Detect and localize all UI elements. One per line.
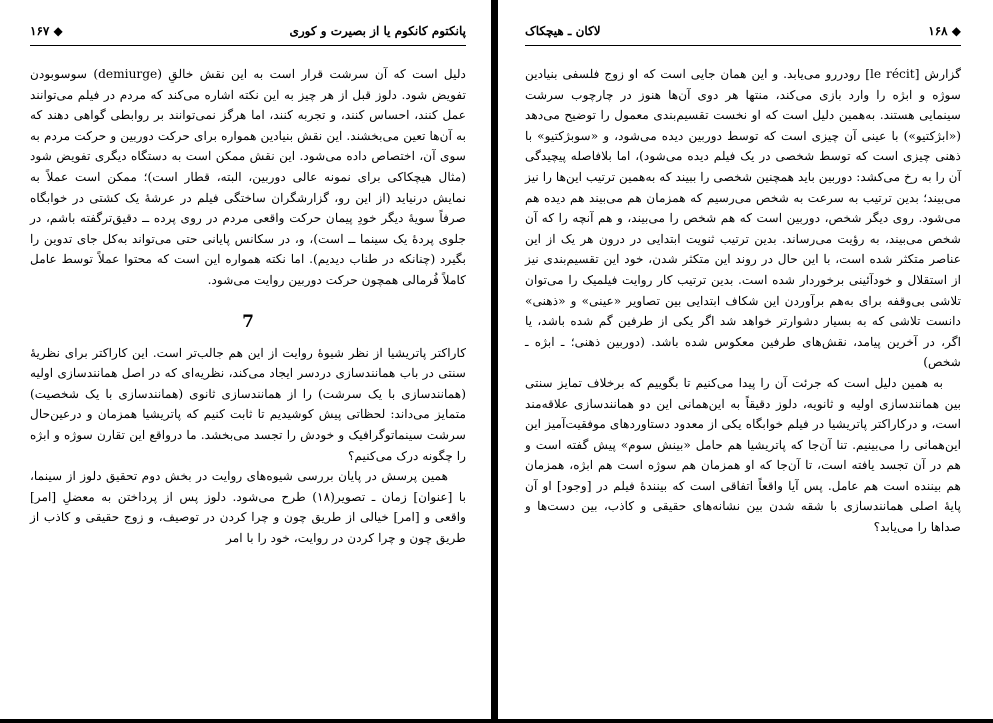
page-number: ١۶٨ ◆ [928, 24, 961, 38]
right-page-header [525, 24, 961, 44]
left-page-header [30, 24, 466, 44]
paragraph: دلیل است که آن سرشت قرار است به این نقش خالقِ (demiurge) سوسوبودن تفویض شود. دلوز قبل از هر چیز به این نکته اشاره می‌کند که مردم در فیلم می‌توانند عمل کنند، احساس کنند، و تجربه کنند، اما هرگز نمی‌توانند بر روابطی گواهی دهند که به آن‌ها تعین می‌بخشند. این نقش بنیادین همواره برای حرکت دوربین و حرکت مردم به سوی آن، اختصاص داده می‌شود. این نقش ممکن است به دستگاه دیگری تفویض شود (مثال هیچکاکی برای نمونه عالی دوربین، البته، قطار است)؛ ممکن است عملاً به نمایش درنیاید (از این رو، گزارشگران ساختگی فیلم در عرشهٔ یک کشتی در خوابگاه صرفاً سویهٔ دیگر خودِ پیمان حرکت واقعی مردم در روی پرده ــ دقیق‌ترگفته باشم، در جلوی پردهٔ یک سینما ــ است)، و، در سکانس پایانی حتی می‌تواند به‌کل جای تدوین را بگیرد (چنانکه در طناب دیدیم). اما نکته همواره این است که محتوا عملاً توسط عامل کاملاً فُرمالی همچون حرکت دوربین روایت می‌شود. [30, 67, 466, 287]
paragraph: به همین دلیل است که جرئت آن را پیدا می‌کنیم تا بگوییم که برخلاف تمایز سنتی بین همانندسازی اولیه و ثانویه، دلوز دقیقاً به این‌همانی این دو همانندسازی علاقه‌مند است، و درکاراکتر پاتریشیا در فیلم خوابگاه یکی از معدود دستاوردهای موفقیت‌آمیز این این‌همانی را می‌بینیم. تنا آن‌جا که پاتریشیا هم حامل «بینش سوم» پیش گفته است و هم در آن تجسد یافته است، تا آن‌جا که او همزمان هم سوژه است هم ابژه، همزمان هم بیننده است هم عامل. پس آیا واقعاً اتفاقی است که بینندهٔ فیلم در [وجود] او آن پایهٔ اصلی همانندسازی با شقه شدن بین نشانه‌های حقیقی و کاذب، بین دست‌ها و صداها را می‌یابد؟ [525, 375, 961, 535]
bottom-edge [0, 719, 993, 723]
left-page-body [30, 64, 466, 548]
running-head: لاکان ـ هیچکاک [525, 24, 601, 38]
left-page [30, 0, 466, 710]
paragraph: کاراکتر پاتریشیا از نظر شیوهٔ روایت از این هم جالب‌تر است. این کاراکتر برای نظریهٔ سنتی در باب همانندسازی دردسر ایجاد می‌کند، نظریه‌ای که در اصل همانندسازی اولیه (همانندسازی با یک سرشت) را از همانندسازی ثانوی (همانندسازی با یک شخصیت) متمایز می‌داند: لحظاتی پیش کوشیدیم تا ثابت کنیم که پاتریشیا همزمان و درعین‌حال سرشت سینماتوگرافیک و خودش را تجسد می‌بخشد. ما درواقع این تقارن سوژه و ابژه را چگونه درک می‌کنیم؟ [30, 345, 466, 463]
header-rule [525, 45, 961, 46]
page-number: ١۶٧ ◆ [30, 24, 63, 38]
page-gutter-divider [491, 0, 498, 723]
section-number: 7 [242, 311, 254, 332]
paragraph: همین پرسش در پایان بررسی شیوه‌های روایت در بخش دوم تحقیق دلوز از سینما، با [عنوان] زمان ـ تصویر(۱۸) طرح می‌شود. دلوز پس از پرداختن به معضلِ [امر] واقعی و [امر] خیالی از طریق چون و چرا کردن در توصیف، و زوج حقیقی و کاذب از طریق چون و چرا کردن در روایت، خود را با امر [30, 469, 466, 545]
right-page-body [525, 64, 961, 538]
running-head: پانکتوم کانکوم یا از بصیرت و کوری [289, 24, 466, 38]
paragraph: گزارش [le récit] رودررو می‌یابد. و این همان جایی است که او زوج فلسفی بنیادین سوژه و ابژه را وارد بازی می‌کند، منتها هر دوی آن‌ها هنوز در چارچوب سرشت سینمایی هستند. به‌همین دلیل است که او نخست تقسیم‌بندی معمول را توضیح می‌دهد («ابژکتیو») با عینی آن چیزی است که توسط دوربین دیده می‌شود، و «سوبژکتیو» با ذهنی چیزی است که توسط شخصی در یک فیلم دیده می‌شود)، اما بلافاصله پیچیدگی آن را به رخ می‌کشد: دوربین باید همچنین شخصی را ببیند که به‌همین ترتیب این‌ها را نیز می‌بیند؛ بدین ترتیب به سرعت به شخص می‌رسیم که همزمان هم می‌بیند هم دیده هم می‌شود. روی دیگر شخص، دوربین است که هم شخص را می‌بیند، و هم آنچه را که آن شخص می‌بیند، به رؤیت می‌رساند. بدین ترتیب ثنویت ابتدایی در درون هر یک از این عناصر متکثر شده است، با این حال در روند این متکثر شدن، خود این تقسیم‌بندی نیز از استقلال و خودآئینی برخوردار شده است. بدین ترتیب کار روایت فیلمیک را می‌توان تلاشی بی‌وقفه برای به‌هم برآوردن این شکاف ابتدایی بین تصاویر «عینی» و «ذهنی» دانست تلاشی که به بسیار دشوارتر خواهد شد اگر یکی از طرفین گم شده باشد، یا اگر، در آخرین پیامد، نقش‌های طرفین معکوس شده باشد. (دوربین ذهنی؛ ـ ابژه ـ شخص) [525, 67, 962, 370]
right-page [525, 0, 961, 710]
header-rule [30, 45, 466, 46]
